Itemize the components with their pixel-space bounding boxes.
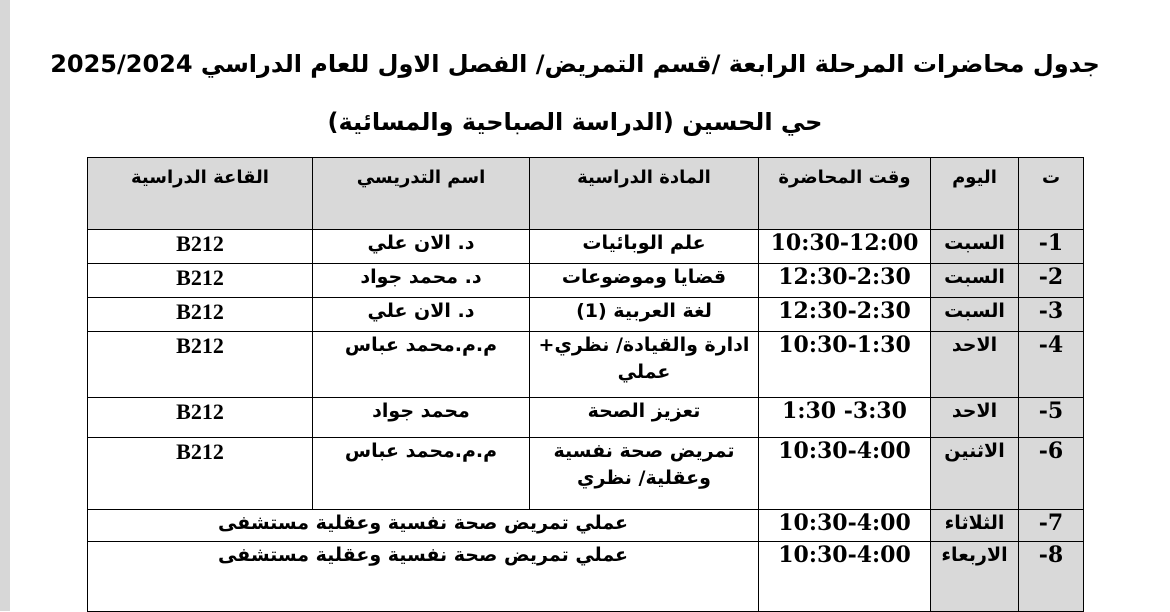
row-num: 8- [1019,542,1084,612]
table-row [88,230,1084,264]
row-day: السبت [931,298,1019,332]
row-day: الاربعاء [931,542,1019,612]
row-num: 3- [1019,298,1084,332]
row-time: 12:30-2:30 [759,264,931,298]
row-subject: تمريض صحة نفسية وعقلية/ نظري [530,438,759,510]
row-teacher: م.م.محمد عباس [313,332,530,398]
row-time: 10:30-4:00 [759,510,931,542]
row-merged-practical: عملي تمريض صحة نفسية وعقلية مستشفى [88,510,759,542]
schedule-table [87,157,1084,612]
row-num: 2- [1019,264,1084,298]
table-row [88,332,1084,398]
header-time: وقت المحاضرة [759,158,931,230]
row-num: 1- [1019,230,1084,264]
row-time: 10:30-1:30 [759,332,931,398]
row-merged-practical: عملي تمريض صحة نفسية وعقلية مستشفى [88,542,759,612]
row-room: B212 [88,230,313,264]
table-header-row [88,158,1084,230]
row-day: السبت [931,230,1019,264]
row-room: B212 [88,298,313,332]
header-num: ت [1019,158,1084,230]
row-teacher: محمد جواد [313,398,530,438]
table-row [88,542,1084,612]
row-day: الاحد [931,398,1019,438]
row-num: 4- [1019,332,1084,398]
header-room: القاعة الدراسية [88,158,313,230]
row-day: الثلاثاء [931,510,1019,542]
row-room: B212 [88,438,313,510]
row-teacher: د. الان علي [313,298,530,332]
schedule-title: جدول محاضرات المرحلة الرابعة /قسم التمريض/ الفصل الاول للعام الدراسي 2025/2024 [50,50,1100,78]
row-subject: قضايا وموضوعات [530,264,759,298]
row-num: 5- [1019,398,1084,438]
header-subject: المادة الدراسية [530,158,759,230]
row-time: 10:30-4:00 [759,438,931,510]
row-teacher: م.م.محمد عباس [313,438,530,510]
row-num: 6- [1019,438,1084,510]
row-teacher: د. الان علي [313,230,530,264]
row-room: B212 [88,332,313,398]
row-time: 1:30 -3:30 [759,398,931,438]
row-day: الاثنين [931,438,1019,510]
row-time: 10:30-4:00 [759,542,931,612]
table-row [88,298,1084,332]
table-row [88,438,1084,510]
schedule-subtitle: حي الحسين (الدراسة الصباحية والمسائية) [327,108,823,136]
row-subject: لغة العربية (1) [530,298,759,332]
row-time: 10:30-12:00 [759,230,931,264]
table-row [88,264,1084,298]
row-teacher: د. محمد جواد [313,264,530,298]
left-edge-shadow [0,0,10,611]
row-subject: ادارة والقيادة/ نظري+ عملي [530,332,759,398]
table-row [88,398,1084,438]
row-day: الاحد [931,332,1019,398]
row-subject: تعزيز الصحة [530,398,759,438]
row-subject: علم الوبائيات [530,230,759,264]
table-row [88,510,1084,542]
row-time: 12:30-2:30 [759,298,931,332]
header-day: اليوم [931,158,1019,230]
row-room: B212 [88,398,313,438]
row-num: 7- [1019,510,1084,542]
header-teacher: اسم التدريسي [313,158,530,230]
row-room: B212 [88,264,313,298]
row-day: السبت [931,264,1019,298]
